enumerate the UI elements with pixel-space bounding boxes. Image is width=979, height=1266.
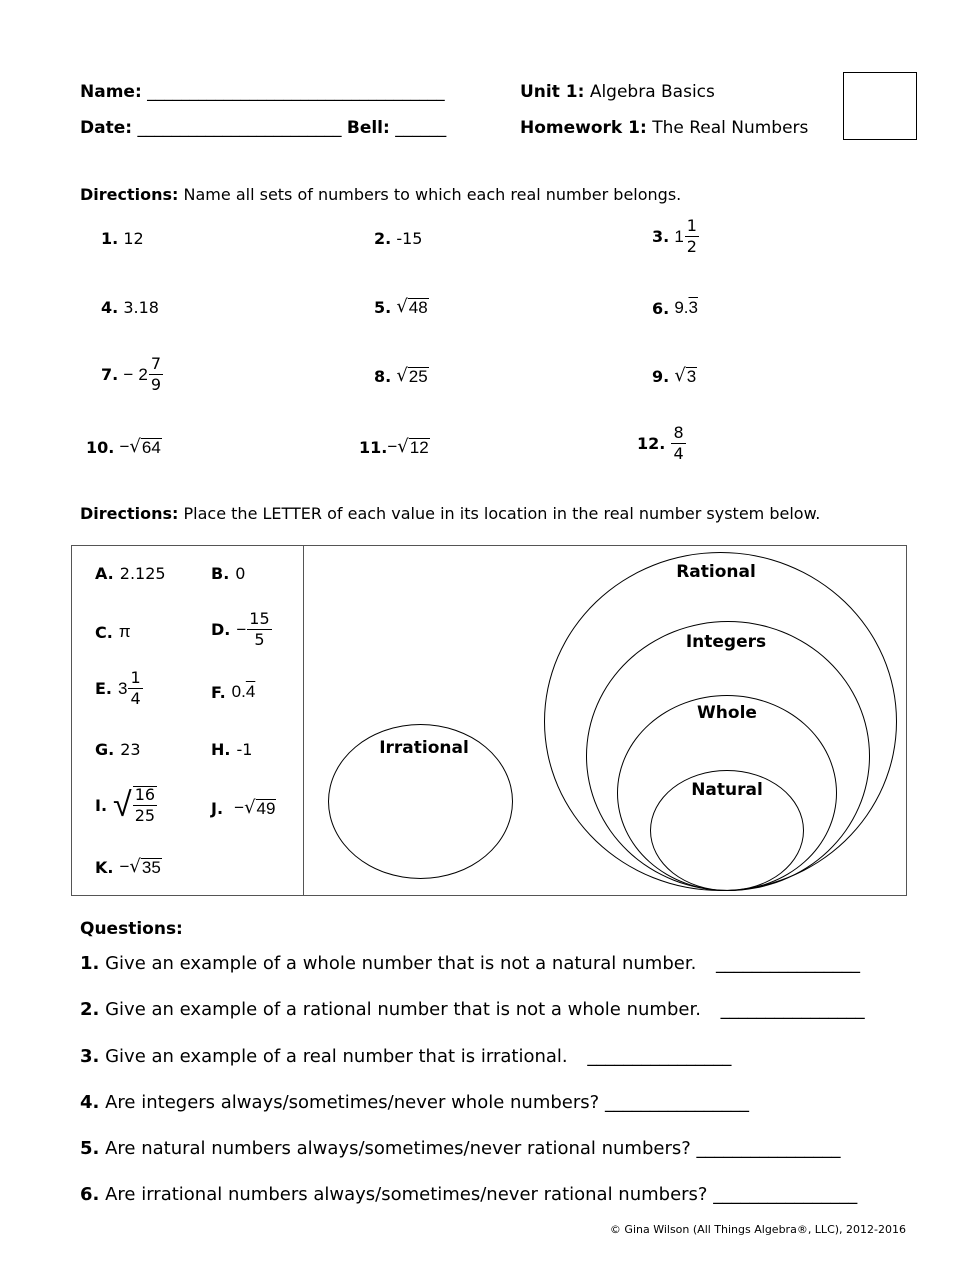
value-key: H. — [211, 740, 231, 759]
numerator: 8 — [673, 423, 684, 442]
value-text: -1 — [236, 740, 253, 759]
problem-number: 5. — [374, 298, 392, 317]
repeating-digit: 4 — [245, 682, 256, 701]
value-key: K. — [95, 857, 114, 877]
radicand: 12 — [409, 437, 429, 457]
answer-blank[interactable]: ________________ — [587, 1046, 732, 1067]
homework-value: The Real Numbers — [652, 118, 809, 138]
answer-blank[interactable]: ________________ — [604, 1092, 749, 1113]
date-bell-row — [80, 118, 446, 138]
score-box[interactable] — [843, 72, 917, 140]
fraction — [149, 356, 163, 393]
fraction — [128, 670, 142, 707]
answer-blank[interactable]: ________________ — [720, 999, 865, 1020]
radicand: 49 — [256, 798, 276, 818]
question-number: 2. — [80, 999, 100, 1020]
value-text: 2.125 — [119, 564, 166, 583]
name-label: Name: — [80, 82, 142, 102]
value-key: F. — [211, 682, 226, 702]
question-number: 3. — [80, 1046, 100, 1067]
problem-number: 11. — [359, 437, 388, 457]
problem-number: 1. — [101, 229, 119, 248]
problem-number: 9. — [652, 367, 670, 386]
problem-2 — [374, 229, 422, 248]
value-d — [211, 611, 272, 648]
radical-icon: √ — [129, 855, 141, 877]
radical-icon: √ — [396, 365, 408, 387]
question-text: Give an example of a real number that is irrational. — [105, 1046, 568, 1067]
radical-icon: √ — [396, 296, 408, 318]
value-text: 23 — [120, 740, 141, 759]
integers-label: Integers — [685, 632, 767, 652]
question-text: Are irrational numbers always/sometimes/never rational numbers? — [105, 1184, 708, 1205]
problem-value: 9. — [674, 298, 689, 317]
problem-10 — [86, 437, 162, 457]
radical-icon: √ — [244, 796, 256, 818]
fraction — [247, 611, 271, 648]
questions-title: Questions: — [80, 919, 183, 939]
directions-text: Name all sets of numbers to which each real number belongs. — [183, 185, 682, 204]
problem-4 — [101, 298, 159, 317]
mixed-whole: 1 — [674, 226, 684, 246]
mixed-whole: 2 — [138, 364, 148, 384]
value-key: C. — [95, 622, 113, 642]
unit-title — [520, 82, 715, 102]
problem-8 — [374, 367, 429, 386]
problem-12 — [637, 425, 686, 462]
radical-icon: √ — [129, 435, 141, 457]
value-key: E. — [95, 679, 113, 698]
bell-label: Bell: — [346, 118, 390, 138]
copyright: © Gina Wilson (All Things Algebra®, LLC), 2012-2016 — [609, 1223, 906, 1236]
homework-title — [520, 118, 808, 138]
question-5 — [80, 1138, 841, 1159]
directions-text: Place the LETTER of each value in its location in the real number system below. — [183, 504, 821, 523]
square-root — [129, 435, 161, 457]
square-root — [396, 367, 428, 386]
value-g — [95, 740, 141, 759]
value-key: I. — [95, 795, 108, 815]
question-number: 6. — [80, 1184, 100, 1205]
value-a — [95, 564, 166, 583]
directions-label: Directions: — [80, 185, 179, 204]
question-number: 4. — [80, 1092, 100, 1113]
value-j — [211, 798, 276, 818]
fraction — [685, 218, 699, 255]
value-i — [95, 786, 157, 824]
problem-number: 8. — [374, 367, 392, 386]
question-text: Are natural numbers always/sometimes/never rational numbers? — [105, 1138, 691, 1159]
question-3 — [80, 1046, 731, 1067]
answer-blank[interactable]: ________________ — [716, 953, 861, 974]
question-text: Give an example of a whole number that is not a natural number. — [105, 953, 697, 974]
problem-number: 3. — [652, 227, 670, 246]
natural-label: Natural — [691, 780, 763, 800]
question-number: 5. — [80, 1138, 100, 1159]
radicand: 3 — [686, 367, 697, 387]
value-key: A. — [95, 564, 114, 583]
numerator: 1 — [686, 216, 697, 235]
value-c — [95, 622, 131, 642]
problem-number: 12. — [637, 434, 666, 453]
problem-11 — [359, 437, 430, 457]
minus-sign: − — [119, 437, 130, 456]
whole-label: Whole — [697, 703, 757, 723]
value-text: 0. — [231, 682, 246, 701]
denominator: 9 — [150, 375, 161, 394]
radicand: 64 — [141, 437, 161, 457]
question-2 — [80, 999, 865, 1020]
square-root — [244, 796, 276, 818]
problem-value: 12 — [123, 229, 144, 248]
question-text: Are integers always/sometimes/never whole numbers? — [105, 1092, 600, 1113]
radicand: 35 — [141, 857, 161, 877]
value-e — [95, 670, 143, 707]
directions-1 — [80, 185, 681, 204]
denominator: 4 — [673, 444, 684, 463]
value-key: J. — [211, 798, 224, 818]
problem-number: 10. — [86, 437, 115, 457]
question-text: Give an example of a rational number that is not a whole number. — [105, 999, 701, 1020]
rational-label: Rational — [676, 562, 756, 582]
numerator: 7 — [150, 354, 161, 373]
square-root — [129, 855, 161, 877]
date-label: Date: — [80, 118, 133, 138]
square-root — [397, 435, 429, 457]
bell-blank[interactable]: ______ — [395, 118, 447, 138]
minus-sign: − — [387, 437, 398, 456]
problem-1 — [101, 229, 144, 248]
question-number: 1. — [80, 953, 100, 974]
value-k — [95, 857, 162, 877]
denominator: 4 — [130, 689, 141, 708]
value-b — [211, 564, 245, 583]
value-h — [211, 740, 252, 759]
minus-sign: − — [119, 857, 130, 876]
problem-6 — [652, 298, 698, 318]
minus-sign: − — [234, 798, 245, 817]
square-root — [674, 367, 697, 386]
answer-blank[interactable]: ________________ — [713, 1184, 858, 1205]
value-text: π — [118, 622, 131, 641]
denominator: 2 — [686, 237, 697, 256]
problem-number: 2. — [374, 229, 392, 248]
mixed-whole: 3 — [118, 678, 128, 698]
problem-3 — [652, 218, 699, 255]
fraction — [133, 786, 157, 824]
homework-label: Homework 1: — [520, 118, 647, 138]
minus-sign: − — [123, 364, 134, 384]
repeating-digit: 3 — [688, 298, 698, 317]
irrational-label: Irrational — [379, 738, 469, 758]
question-6 — [80, 1184, 857, 1205]
box-divider — [303, 545, 304, 895]
unit-label: Unit 1: — [520, 82, 585, 102]
problem-number: 6. — [652, 298, 670, 318]
question-1 — [80, 953, 860, 974]
denominator: 25 — [134, 806, 156, 825]
value-text: 0 — [235, 564, 246, 583]
problem-9 — [652, 367, 697, 386]
radical-icon: √ — [397, 435, 409, 457]
directions-2 — [80, 504, 820, 523]
value-key: D. — [211, 620, 231, 639]
unit-value: Algebra Basics — [589, 82, 715, 102]
date-blank[interactable]: ________________________ — [137, 118, 342, 138]
answer-blank[interactable]: ________________ — [696, 1138, 841, 1159]
problem-7 — [101, 356, 163, 393]
square-root — [396, 298, 428, 317]
problem-number: 7. — [101, 365, 119, 384]
radical-icon: √ — [113, 786, 132, 824]
problem-number: 4. — [101, 298, 119, 317]
problem-5 — [374, 298, 429, 317]
value-key: G. — [95, 740, 115, 759]
value-f — [211, 682, 255, 702]
radical-icon: √ — [674, 365, 686, 387]
question-4 — [80, 1092, 749, 1113]
radicand: 48 — [408, 298, 428, 318]
name-field[interactable] — [80, 82, 445, 102]
problem-value: -15 — [396, 229, 423, 248]
denominator: 5 — [254, 630, 265, 649]
minus-sign: − — [236, 619, 247, 639]
name-blank[interactable]: ___________________________________ — [147, 82, 445, 102]
problem-value: 3.18 — [123, 298, 159, 317]
directions-label: Directions: — [80, 504, 179, 523]
numerator: 16 — [134, 785, 156, 804]
radicand: 25 — [408, 367, 428, 387]
numerator: 1 — [130, 668, 141, 687]
numerator: 15 — [249, 609, 270, 628]
fraction — [671, 425, 685, 462]
value-key: B. — [211, 564, 230, 583]
